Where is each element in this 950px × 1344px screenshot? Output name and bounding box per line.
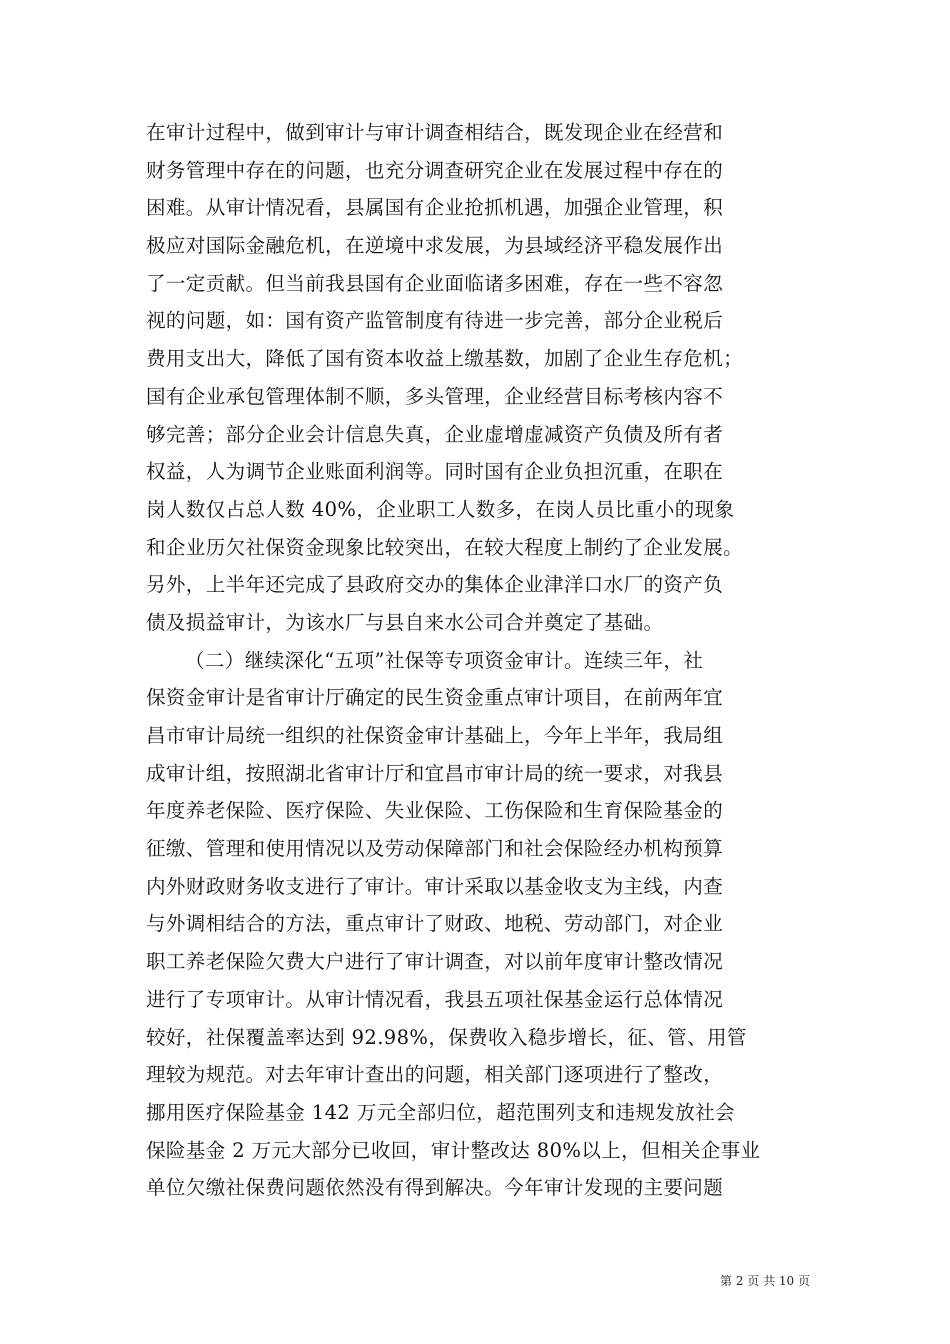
text-line: 昌市审计局统一组织的社保资金审计基础上，今年上半年，我局组 (146, 724, 724, 747)
text-line: 单位欠缴社保费问题依然没有得到解决。今年审计发现的主要问题 (146, 1176, 724, 1200)
text-line: 进行了专项审计。从审计情况看，我县五项社保基金运行总体情况 (146, 987, 724, 1011)
text-line: 挪用医疗保险基金 142 万元全部归位，超范围列支和违规发放社会 (146, 1100, 735, 1124)
page-number-footer: 第 2 页 共 10 页 (720, 1274, 810, 1288)
section-heading-line: （二）继续深化“五项”社保等专项资金审计。连续三年，社 (185, 648, 704, 672)
text-line: 财务管理中存在的问题，也充分调查研究企业在发展过程中存在的 (146, 158, 724, 182)
text-line: 够完善；部分企业会计信息失真，企业虚增虚减资产负债及所有者 (146, 422, 724, 446)
text-line: 债及损益审计，为该水厂与县自来水公司合并奠定了基础。 (146, 610, 664, 634)
text-line: 较好，社保覆盖率达到 92.98%，保费收入稳步增长，征、管、用管 (146, 1025, 747, 1049)
text-line: 保资金审计是省审计厅确定的民生资金重点审计项目，在前两年宜 (146, 686, 724, 710)
text-line: 与外调相结合的方法，重点审计了财政、地税、劳动部门，对企业 (146, 912, 724, 936)
text-line: 年度养老保险、医疗保险、失业保险、工伤保险和生育保险基金的 (146, 799, 724, 823)
text-line: 保险基金 2 万元大部分已收回，审计整改达 80%以上，但相关企事业 (146, 1138, 761, 1162)
text-line: 困难。从审计情况看，县属国有企业抢抓机遇，加强企业管理，积 (146, 196, 724, 220)
text-line: 征缴、管理和使用情况以及劳动保障部门和社会保险经办机构预算 (146, 837, 724, 861)
text-line: 视的问题，如：国有资产监管制度有待进一步完善，部分企业税后 (146, 309, 724, 333)
text-line: 在审计过程中，做到审计与审计调查相结合，既发现企业在经营和 (146, 121, 724, 144)
text-line: 费用支出大，降低了国有资本收益上缴基数，加剧了企业生存危机； (146, 347, 744, 371)
body-text (146, 114, 810, 1207)
text-line: 职工养老保险欠费大户进行了审计调查，对以前年度审计整改情况 (146, 950, 724, 974)
text-line: 国有企业承包管理体制不顺，多头管理，企业经营目标考核内容不 (146, 384, 724, 408)
text-line: 极应对国际金融危机，在逆境中求发展，为县域经济平稳发展作出 (146, 234, 724, 258)
text-line: 了一定贡献。但当前我县国有企业面临诸多困难，存在一些不容忽 (146, 271, 724, 295)
text-line: 权益，人为调节企业账面利润等。同时国有企业负担沉重，在职在 (146, 460, 724, 484)
text-line: 和企业历欠社保资金现象比较突出，在较大程度上制约了企业发展。 (146, 535, 744, 559)
text-line: 岗人数仅占总人数 40%，企业职工人数多，在岗人员比重小的现象 (146, 497, 735, 521)
text-line: 成审计组，按照湖北省审计厅和宜昌市审计局的统一要求，对我县 (146, 761, 724, 785)
text-line: 内外财政财务收支进行了审计。审计采取以基金收支为主线，内查 (146, 874, 724, 898)
text-line: 另外，上半年还完成了县政府交办的集体企业津洋口水厂的资产负 (146, 573, 724, 597)
text-line: 理较为规范。对去年审计查出的问题，相关部门逐项进行了整改， (146, 1063, 724, 1087)
